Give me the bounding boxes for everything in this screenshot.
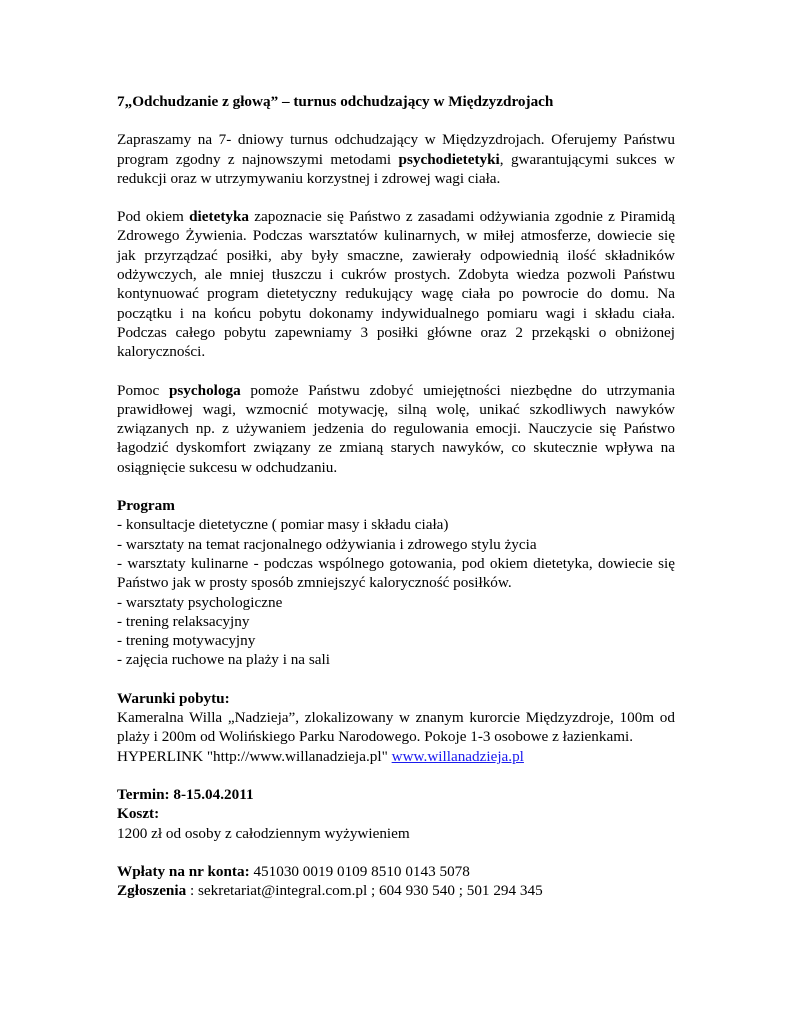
applications-label: Zgłoszenia <box>117 882 187 900</box>
psychologist-text-start: Pomoc <box>117 381 169 399</box>
payment-account: 451030 0019 0109 8510 0143 5078 <box>249 862 470 880</box>
dietitian-text-end: zapoznacie się Państwo z zasadami odżywiania zgodnie z Piramidą Zdrowego Żywienia. Podczas warsztatów kulinarnych, w miłej atmosferze, dowiecie się jak przyrządzać posiłki, aby były smaczne, zawierały odpowiednią ilość składników odżywczych, ale mniej tłuszczu i cukrów prostych. Zdobyta wiedza pozwoli Państwu kontynuować program dietetyczny redukujący wagę ciała po powrocie do domu. Na początku i na końcu pobytu dokonamy indywidualnego pomiaru wagi i składu ciała. Podczas całego pobytu zapewniamy 3 posiłki główne oraz 2 przekąski o obniżonej kaloryczności. <box>117 208 675 361</box>
cost-label: Koszt: <box>117 805 160 823</box>
cost-value: 1200 zł od osoby z całodziennym wyżywieniem <box>117 824 410 842</box>
psychologist-paragraph <box>117 381 675 477</box>
program-item: - trening motywacyjny <box>117 632 256 650</box>
intro-text-end: , gwarantującymi sukces w redukcji oraz w utrzymywaniu korzystnej i zdrowej wagi ciała. <box>117 150 676 187</box>
intro-paragraph <box>117 130 675 188</box>
applications-line <box>117 881 675 900</box>
hyperlink-field-code: HYPERLINK "http://www.willanadzieja.pl" <box>117 747 392 765</box>
term-label: Termin: 8-15.04.2011 <box>117 785 254 803</box>
document-page <box>117 92 675 900</box>
program-item: - trening relaksacyjny <box>117 612 250 630</box>
payment-line <box>117 862 675 881</box>
program-list <box>117 515 675 669</box>
program-item: - zajęcia ruchowe na plaży i na sali <box>117 651 330 669</box>
conditions-heading: Warunki pobytu: <box>117 689 230 707</box>
program-item: - warsztaty psychologiczne <box>117 593 283 611</box>
program-item: - warsztaty na temat racjonalnego odżywiania i zdrowego stylu życia <box>117 535 537 553</box>
dietitian-paragraph <box>117 207 675 361</box>
intro-text-start: Zapraszamy na 7- dniowy turnus odchudzający w Międzyzdrojach. Oferujemy Państwu program zgodny z najnowszymi metodami <box>117 131 675 168</box>
conditions-text: Kameralna Willa „Nadzieja”, zlokalizowany w znanym kurorcie Międzyzdroje, 100m od plaży i 200m od Wolińskiego Parku Narodowego. Pokoje 1-3 osobowe z łazienkami. <box>117 709 675 746</box>
program-item: - warsztaty kulinarne - podczas wspólnego gotowania, pod okiem dietetyka, dowiecie się Państwo jak w prosty sposób zmniejszyć kaloryczność posiłków. <box>117 554 675 592</box>
website-link[interactable]: www.willanadzieja.pl <box>391 747 524 765</box>
hyperlink-line <box>117 747 675 766</box>
program-heading: Program <box>117 497 175 515</box>
applications-contact: : sekretariat@integral.com.pl ; 604 930 540 ; 501 294 345 <box>186 882 543 900</box>
page-title: 7„Odchudzanie z głową” – turnus odchudzający w Międzyzdrojach <box>117 93 554 110</box>
program-item: - konsultacje dietetyczne ( pomiar masy i składu ciała) <box>117 516 449 534</box>
psychologist-text-end: pomoże Państwu zdobyć umiejętności niezbędne do utrzymania prawidłowej wagi, wzmocnić motywację, silną wolę, unikać szkodliwych nawyków związanych np. z używaniem jedzenia do regulowania emocji. Nauczycie się Państwo łagodzić dyskomfort związany ze zmianą starych nawyków, co skutecznie wpływa na osiągnięcie sukcesu w odchudzaniu. <box>117 381 675 476</box>
payment-label: Wpłaty na nr konta: <box>117 862 250 880</box>
dietitian-bold-term: dietetyka <box>189 208 250 226</box>
psychologist-bold-term: psychologa <box>168 381 241 399</box>
dietitian-text-start: Pod okiem <box>117 208 190 226</box>
intro-bold-term: psychodietetyki <box>398 150 500 168</box>
